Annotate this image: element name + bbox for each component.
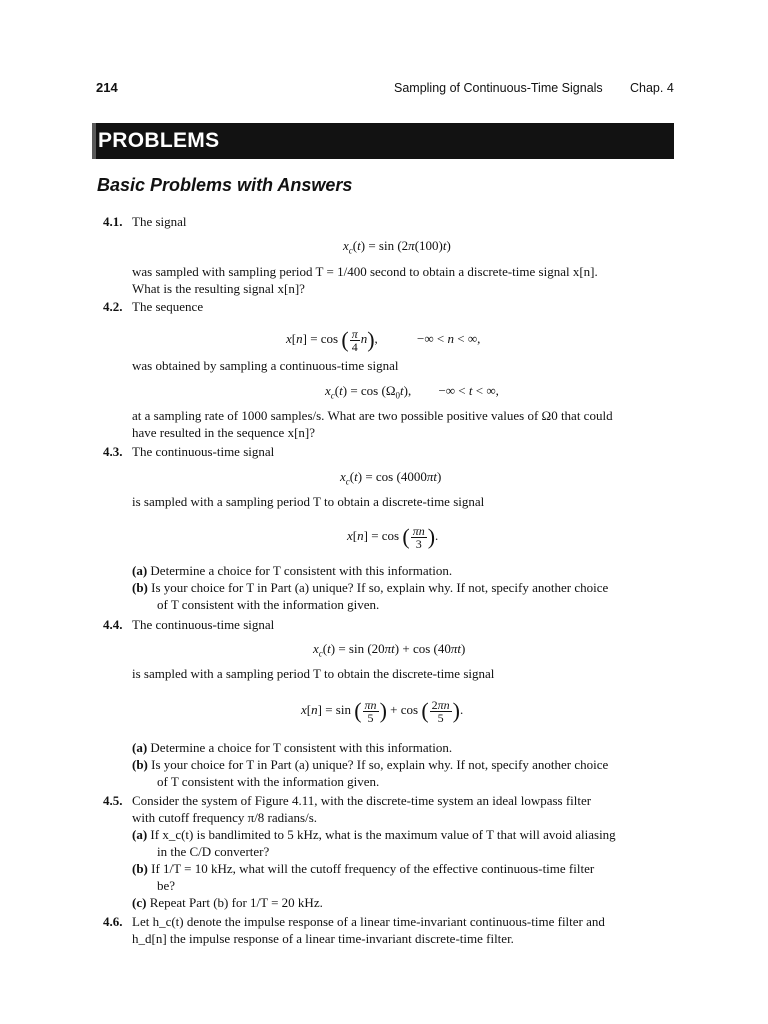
part-text: be? xyxy=(157,878,176,893)
part-a xyxy=(132,827,616,844)
part-label: (a) xyxy=(132,827,148,842)
problem-text: is sampled with a sampling period T to obtain the discrete-time signal xyxy=(132,666,495,681)
part-label: (b) xyxy=(132,861,148,876)
equation-xc-cos-omega: $x_c(t) = \cos (\Omega_0t)$, −∞ < t < ∞, xyxy=(325,383,499,401)
problem-number: 4.5. xyxy=(103,793,123,808)
part-text: If x_c(t) is bandlimited to 5 kHz, what is the maximum value of T that will avoid aliasing xyxy=(150,827,616,842)
part-b xyxy=(132,861,594,878)
equation-xn-sin-cos: x[n] = sin ( $\frac{\pi n}{5}$ ) + cos ( $\frac{2\pi n}{5}$ ). xyxy=(301,697,464,725)
problem-text: with cutoff frequency π/8 radians/s. xyxy=(132,810,318,825)
problem-number: 4.1. xyxy=(103,214,123,229)
part-label: (a) xyxy=(132,563,148,578)
part-label: (c) xyxy=(132,895,147,910)
part-text: If 1/T = 10 kHz, what will the cutoff frequency of the effective continuous-time filter xyxy=(151,861,595,876)
part-a xyxy=(132,563,452,580)
problem-text: at a sampling rate of 1000 samples/s. What are two possible positive values of Ω0 that could xyxy=(132,408,613,423)
part-text: of T consistent with the information given. xyxy=(157,774,380,789)
part-b xyxy=(132,580,608,597)
running-title: Sampling of Continuous-Time Signals xyxy=(394,81,603,95)
part-text: of T consistent with the information given. xyxy=(157,597,380,612)
part-c xyxy=(132,895,323,912)
problem-text: Let h_c(t) denote the impulse response of a linear time-invariant continuous-time filter and xyxy=(132,914,605,929)
problem-text: was obtained by sampling a continuous-time signal xyxy=(132,358,399,373)
problem-intro: The continuous-time signal xyxy=(132,444,275,459)
problem-text: What is the resulting signal x[n]? xyxy=(132,281,305,296)
problem-number: 4.4. xyxy=(103,617,123,632)
chapter-label: Chap. 4 xyxy=(630,81,674,95)
problem-text: h_d[n] the impulse response of a linear time-invariant discrete-time filter. xyxy=(132,931,514,946)
problem-number: 4.2. xyxy=(103,299,123,314)
page-number: 214 xyxy=(96,80,118,95)
problem-intro: The sequence xyxy=(132,299,204,314)
banner-accent xyxy=(92,123,96,159)
part-text: Determine a choice for T consistent with this information. xyxy=(150,740,453,755)
part-label: (b) xyxy=(132,580,148,595)
part-a xyxy=(132,740,452,757)
problem-text: Consider the system of Figure 4.11, with the discrete-time system an ideal lowpass filter xyxy=(132,793,592,808)
equation-xn-cos: x[n] = cos ( $\frac{\pi}{4}$ n), −∞ < n < ∞, xyxy=(286,326,481,354)
problem-intro: The signal xyxy=(132,214,187,229)
part-text: Is your choice for T in Part (a) unique? If so, explain why. If not, specify another choice xyxy=(151,757,609,772)
problem-intro: The continuous-time signal xyxy=(132,617,275,632)
equation-xc-sin-cos: $x_c(t) = \sin (20\pi t) + \cos (40\pi t)$ xyxy=(313,641,466,659)
problem-text: is sampled with a sampling period T to obtain a discrete-time signal xyxy=(132,494,485,509)
part-text: Repeat Part (b) for 1/T = 20 kHz. xyxy=(149,895,323,910)
part-label: (b) xyxy=(132,757,148,772)
problem-number: 4.3. xyxy=(103,444,123,459)
banner-title: PROBLEMS xyxy=(98,129,220,152)
problem-text: have resulted in the sequence x[n]? xyxy=(132,425,316,440)
part-label: (a) xyxy=(132,740,148,755)
problems-banner xyxy=(92,123,674,159)
problem-number: 4.6. xyxy=(103,914,123,929)
problem-text: was sampled with sampling period T = 1/400 second to obtain a discrete-time signal x[n]. xyxy=(132,264,598,279)
part-text: in the C/D converter? xyxy=(157,844,270,859)
part-text: Is your choice for T in Part (a) unique? If so, explain why. If not, specify another choice xyxy=(151,580,609,595)
equation-xn-cos-pin3: x[n] = cos ( $\frac{\pi n}{3}$ ). xyxy=(347,523,439,551)
part-text: Determine a choice for T consistent with this information. xyxy=(150,563,453,578)
equation-xc-sine: $x_c(t) = \sin (2\pi(100)t)$ xyxy=(343,238,451,256)
equation-xc-cos4000: $x_c(t) = \cos (4000\pi t)$ xyxy=(340,469,442,487)
part-b xyxy=(132,757,608,774)
section-heading: Basic Problems with Answers xyxy=(97,175,353,195)
